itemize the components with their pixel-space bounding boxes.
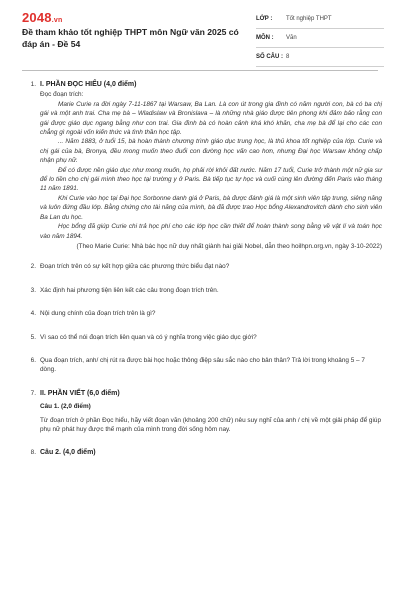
question-number: 4.	[30, 310, 36, 318]
question-2	[22, 262, 382, 271]
page-header	[0, 0, 400, 72]
meta-key: MÔN :	[256, 35, 274, 41]
meta-value: 8	[286, 54, 290, 60]
question-text: Vì sao có thể nói đoạn trích liên quan và có ý nghĩa trong việc giáo dục giới?	[40, 333, 257, 341]
question-text: Đoạn trích trên có sự kết hợp giữa các phương thức biểu đạt nào?	[40, 263, 230, 271]
question-3	[22, 286, 382, 295]
passage-paragraph: Học bổng đã giúp Curie chi trả học phí cho các lớp học cần thiết để hoàn thành song bằng về vật lí và toán học vào năm 1894.	[40, 223, 382, 240]
sub-question-title: Câu 1. (2,0 điểm)	[40, 403, 91, 411]
passage-paragraph: Khi Curie vào học tại Đại học Sorbonne danh giá ở Paris, bà được đánh giá là một sinh viên tập trung, siêng năng và luôn đứng đầu lớp. Bằng chứng cho tài năng của mình, bà đã được trao Học bổng Alexandrovitch dành cho sinh viên Ba Lan du học.	[40, 194, 382, 221]
question-7	[22, 389, 382, 435]
passage-paragraph: Marie Curie ra đời ngày 7-11-1867 tại Warsaw, Ba Lan. Là con út trong gia đình có năm người con, bà có ba chị gái và một anh trai. Cha mẹ bà – Wladislaw và Bronislava – là những nhà giáo được tiên phong khi đảm bảo rằng con gái được giáo dục ngang bằng như con trai. Gia đình bà có hoàn cảnh khá khó khăn, cha mẹ bà để lại cho các con chẳng gì ngoài vốn kiến thức và tình thần học tập.	[40, 100, 382, 137]
section-title: II. PHẦN VIẾT (6,0 điểm)	[40, 389, 120, 397]
section-title: I. PHẦN ĐỌC HIỂU (4,0 điểm)	[40, 81, 137, 88]
question-number: 2.	[30, 263, 36, 271]
question-number: 1.	[30, 81, 36, 88]
passage-source: (Theo Marie Curie: Nhà bác học nữ duy nhất giành hai giải Nobel, dẫn theo hoilhpn.org.vn, ngày 3-10-2022)	[76, 242, 382, 250]
meta-row-class	[256, 10, 384, 29]
exam-content	[22, 80, 382, 458]
question-6	[22, 356, 382, 375]
meta-key: SỐ CÂU :	[256, 54, 283, 60]
sub-question-text: Từ đoạn trích ở phần Đọc hiểu, hãy viết đoạn văn (khoảng 200 chữ) nêu suy nghĩ của anh / chị về một giải pháp để giúp phụ nữ phát huy được thế mạnh của mình trong đời sống hôm nay.	[40, 416, 382, 433]
document-title: Đề tham khảo tốt nghiệp THPT môn Ngữ văn 2025 có đáp án - Đề 54	[22, 27, 239, 49]
meta-key: LỚP :	[256, 16, 273, 22]
question-number: 6.	[30, 356, 36, 364]
question-number: 8.	[30, 449, 36, 457]
question-number: 5.	[30, 333, 36, 341]
passage-paragraph: Để có được nền giáo dục như mong muốn, họ phải rời khỏi đất nước. Năm 17 tuổi, Curie trở thành một nữ gia sư để lo tiền cho chị gái mình theo học tại trường y ở Paris. Bà tiếp tục tự học và cuối cùng lên đường đến Paris vào tháng 11 năm 1891.	[40, 166, 382, 193]
question-text: Qua đoạn trích, anh/ chị rút ra được bài học hoặc thông điệp sâu sắc nào cho bản thân? Trả lời trong khoảng 5 – 7 dòng.	[40, 356, 365, 374]
meta-row-subject	[256, 29, 384, 48]
question-1	[22, 80, 382, 251]
document-meta	[256, 10, 384, 67]
question-8	[22, 448, 382, 457]
question-number: 3.	[30, 286, 36, 294]
sub-question-title: Câu 2. (4,0 điểm)	[40, 449, 96, 457]
question-number: 7.	[30, 389, 36, 397]
question-5	[22, 333, 382, 342]
question-text: Nội dung chính của đoạn trích trên là gì?	[40, 310, 156, 318]
question-text: Xác định hai phương tiện liên kết các câu trong đoạn trích trên.	[40, 286, 219, 294]
question-4	[22, 309, 382, 318]
meta-value: Tốt nghiệp THPT	[286, 16, 332, 22]
passage-paragraph: ... Năm 1883, ở tuổi 15, bà hoàn thành chương trình giáo dục trung học, là thủ khoa tốt nghiệp của lớp. Curie và chị gái của bà, Bronya, đều mong muốn theo đuổi con đường học vấn cao hơn, nhưng Đại học Warsaw không chấp nhận phụ nữ.	[40, 138, 382, 165]
meta-row-question-count	[256, 48, 384, 67]
meta-value: Văn	[286, 35, 297, 41]
header-divider	[22, 70, 378, 71]
passage-label: Đọc đoạn trích:	[40, 91, 84, 99]
site-logo[interactable]: 2048.vn	[22, 10, 63, 25]
reading-passage	[40, 100, 382, 241]
